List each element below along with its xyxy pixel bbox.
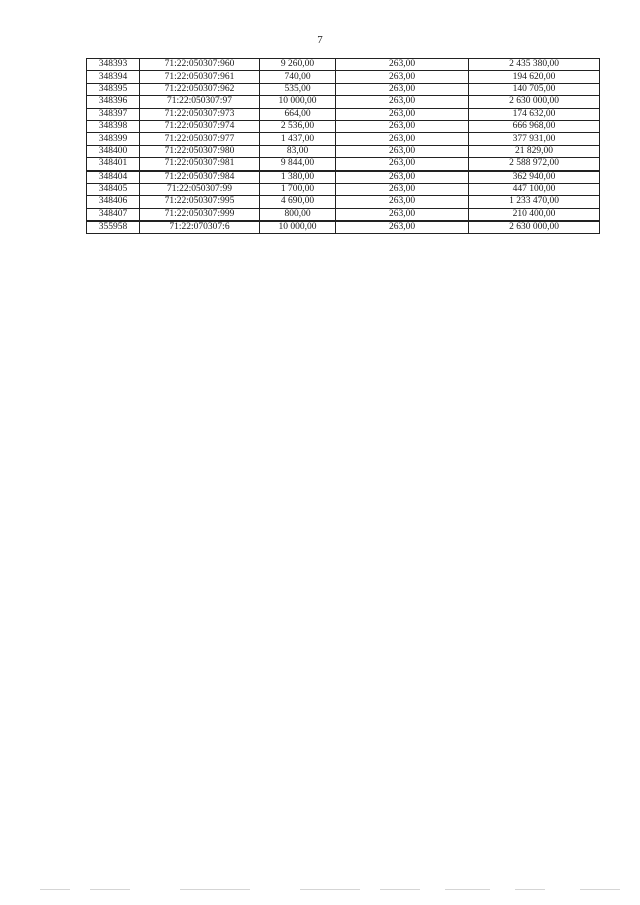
table-row xyxy=(87,208,600,221)
row-id-cell: 355958 xyxy=(87,221,140,234)
row-id-cell: 348393 xyxy=(87,59,140,71)
row-id-cell: 348407 xyxy=(87,208,140,221)
value-cell: 2 630 000,00 xyxy=(469,221,600,234)
area-cell: 10 000,00 xyxy=(260,221,336,234)
value-cell: 377 931,00 xyxy=(469,133,600,145)
value-cell: 2 435 380,00 xyxy=(469,59,600,71)
value-cell: 210 400,00 xyxy=(469,208,600,221)
table-row xyxy=(87,120,600,132)
cadastral-number-cell: 71:22:050307:981 xyxy=(140,158,260,171)
rate-cell: 263,00 xyxy=(336,133,469,145)
value-cell: 1 233 470,00 xyxy=(469,196,600,208)
area-cell: 4 690,00 xyxy=(260,196,336,208)
table-row xyxy=(87,158,600,171)
row-id-cell: 348394 xyxy=(87,71,140,83)
cadastral-number-cell: 71:22:050307:97 xyxy=(140,96,260,108)
cadastral-number-cell: 71:22:050307:999 xyxy=(140,208,260,221)
rate-cell: 263,00 xyxy=(336,71,469,83)
table-row xyxy=(87,133,600,145)
value-cell: 666 968,00 xyxy=(469,120,600,132)
rate-cell: 263,00 xyxy=(336,221,469,234)
scan-speck xyxy=(40,889,70,890)
table-row xyxy=(87,145,600,157)
rate-cell: 263,00 xyxy=(336,208,469,221)
rate-cell: 263,00 xyxy=(336,96,469,108)
rate-cell: 263,00 xyxy=(336,171,469,184)
scan-speck xyxy=(180,889,250,890)
rate-cell: 263,00 xyxy=(336,145,469,157)
cadastral-number-cell: 71:22:070307:6 xyxy=(140,221,260,234)
value-cell: 2 588 972,00 xyxy=(469,158,600,171)
area-cell: 1 700,00 xyxy=(260,183,336,195)
cadastral-number-cell: 71:22:050307:960 xyxy=(140,59,260,71)
rate-cell: 263,00 xyxy=(336,108,469,120)
value-cell: 447 100,00 xyxy=(469,183,600,195)
row-id-cell: 348396 xyxy=(87,96,140,108)
row-id-cell: 348400 xyxy=(87,145,140,157)
area-cell: 1 380,00 xyxy=(260,171,336,184)
row-id-cell: 348404 xyxy=(87,171,140,184)
area-cell: 2 536,00 xyxy=(260,120,336,132)
value-cell: 2 630 000,00 xyxy=(469,96,600,108)
land-plots-table xyxy=(86,58,600,234)
cadastral-number-cell: 71:22:050307:995 xyxy=(140,196,260,208)
rate-cell: 263,00 xyxy=(336,196,469,208)
cadastral-number-cell: 71:22:050307:961 xyxy=(140,71,260,83)
rate-cell: 263,00 xyxy=(336,83,469,95)
cadastral-number-cell: 71:22:050307:99 xyxy=(140,183,260,195)
row-id-cell: 348406 xyxy=(87,196,140,208)
area-cell: 10 000,00 xyxy=(260,96,336,108)
area-cell: 800,00 xyxy=(260,208,336,221)
rate-cell: 263,00 xyxy=(336,59,469,71)
scan-speck xyxy=(300,889,360,890)
value-cell: 140 705,00 xyxy=(469,83,600,95)
cadastral-number-cell: 71:22:050307:977 xyxy=(140,133,260,145)
row-id-cell: 348399 xyxy=(87,133,140,145)
area-cell: 740,00 xyxy=(260,71,336,83)
cadastral-number-cell: 71:22:050307:984 xyxy=(140,171,260,184)
row-id-cell: 348397 xyxy=(87,108,140,120)
value-cell: 174 632,00 xyxy=(469,108,600,120)
area-cell: 1 437,00 xyxy=(260,133,336,145)
rate-cell: 263,00 xyxy=(336,158,469,171)
table-row xyxy=(87,171,600,184)
area-cell: 83,00 xyxy=(260,145,336,157)
table-row xyxy=(87,83,600,95)
table-row xyxy=(87,59,600,71)
rate-cell: 263,00 xyxy=(336,120,469,132)
table-row xyxy=(87,96,600,108)
scan-speck xyxy=(380,889,420,890)
row-id-cell: 348395 xyxy=(87,83,140,95)
rate-cell: 263,00 xyxy=(336,183,469,195)
table-row xyxy=(87,183,600,195)
page-number: 7 xyxy=(317,34,323,46)
table-row xyxy=(87,196,600,208)
cadastral-number-cell: 71:22:050307:973 xyxy=(140,108,260,120)
cadastral-number-cell: 71:22:050307:974 xyxy=(140,120,260,132)
table-body xyxy=(87,59,600,234)
cadastral-number-cell: 71:22:050307:962 xyxy=(140,83,260,95)
value-cell: 362 940,00 xyxy=(469,171,600,184)
value-cell: 194 620,00 xyxy=(469,71,600,83)
row-id-cell: 348405 xyxy=(87,183,140,195)
table-row xyxy=(87,108,600,120)
row-id-cell: 348401 xyxy=(87,158,140,171)
area-cell: 535,00 xyxy=(260,83,336,95)
cadastral-number-cell: 71:22:050307:980 xyxy=(140,145,260,157)
row-id-cell: 348398 xyxy=(87,120,140,132)
scan-speck xyxy=(515,889,545,890)
table-row xyxy=(87,71,600,83)
scan-speck xyxy=(90,889,130,890)
area-cell: 9 844,00 xyxy=(260,158,336,171)
table-row xyxy=(87,221,600,234)
scan-speck xyxy=(445,889,490,890)
area-cell: 664,00 xyxy=(260,108,336,120)
scan-speck xyxy=(580,889,620,890)
area-cell: 9 260,00 xyxy=(260,59,336,71)
value-cell: 21 829,00 xyxy=(469,145,600,157)
